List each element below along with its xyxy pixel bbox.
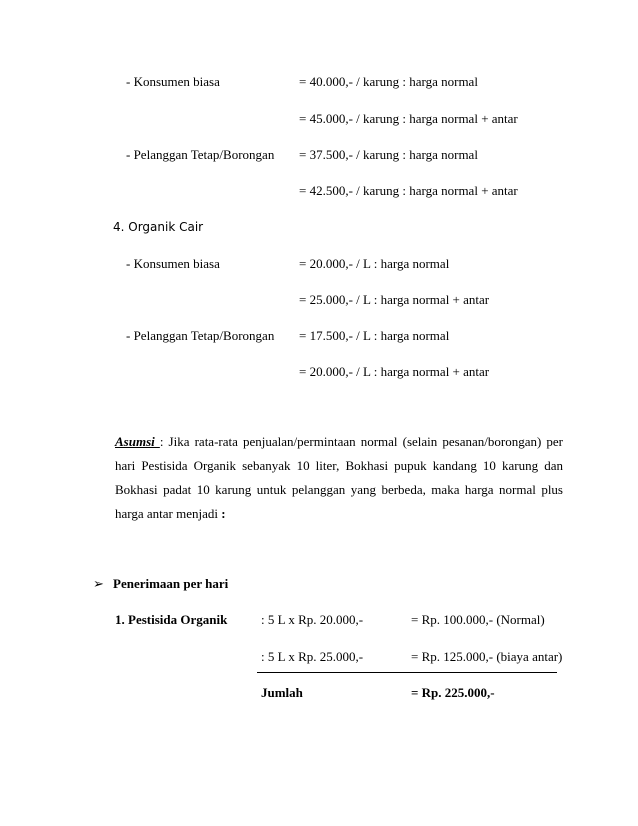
cat4-row-label-pelanggan: - Pelanggan Tetap/Borongan <box>126 328 275 343</box>
cat3-row-label-konsumen: - Konsumen biasa <box>126 74 220 89</box>
cat4-row-value: = 20.000,- / L : harga normal + antar <box>299 364 490 379</box>
cat4-row-label-konsumen: - Konsumen biasa <box>126 256 220 271</box>
cat4-row-value: = 17.500,- / L : harga normal <box>299 328 450 343</box>
revenue-calc: : 5 L x Rp. 20.000,- <box>261 612 364 627</box>
cat4-heading: 4. Organik Cair <box>113 220 204 234</box>
cat3-row-value: = 40.000,- / karung : harga normal <box>299 74 478 89</box>
total-label: Jumlah <box>261 685 303 700</box>
assumption-text: : Jika rata-rata penjualan/permintaan normal (selain pesanan/borongan) per hari Pestisida Organik sebanyak 10 liter, Bokhasi pupuk kandang 10 karung dan Bokhasi padat 10 karung untuk pelanggan yang berbeda, maka harga normal plus harga antar menjadi <box>115 434 563 521</box>
arrow-bullet-icon: ➢ <box>93 576 104 591</box>
assumption-colon: : <box>221 506 226 521</box>
total-value: = Rp. 225.000,- <box>411 685 495 700</box>
revenue-item-title: 1. Pestisida Organik <box>115 612 228 627</box>
cat3-row-label-pelanggan: - Pelanggan Tetap/Borongan <box>126 147 275 162</box>
assumption-paragraph <box>115 430 563 526</box>
sum-underline <box>257 672 557 673</box>
revenue-result: = Rp. 100.000,- (Normal) <box>411 612 545 627</box>
revenue-calc: : 5 L x Rp. 25.000,- <box>261 649 364 664</box>
cat3-row-value: = 37.500,- / karung : harga normal <box>299 147 478 162</box>
revenue-title: Penerimaan per hari <box>113 576 229 591</box>
cat3-row-value: = 42.500,- / karung : harga normal + antar <box>299 183 518 198</box>
assumption-label: Asumsi <box>115 434 160 449</box>
cat4-row-value: = 20.000,- / L : harga normal <box>299 256 450 271</box>
revenue-result: = Rp. 125.000,- (biaya antar) <box>411 649 563 664</box>
cat3-row-value: = 45.000,- / karung : harga normal + antar <box>299 111 518 126</box>
cat4-row-value: = 25.000,- / L : harga normal + antar <box>299 292 490 307</box>
